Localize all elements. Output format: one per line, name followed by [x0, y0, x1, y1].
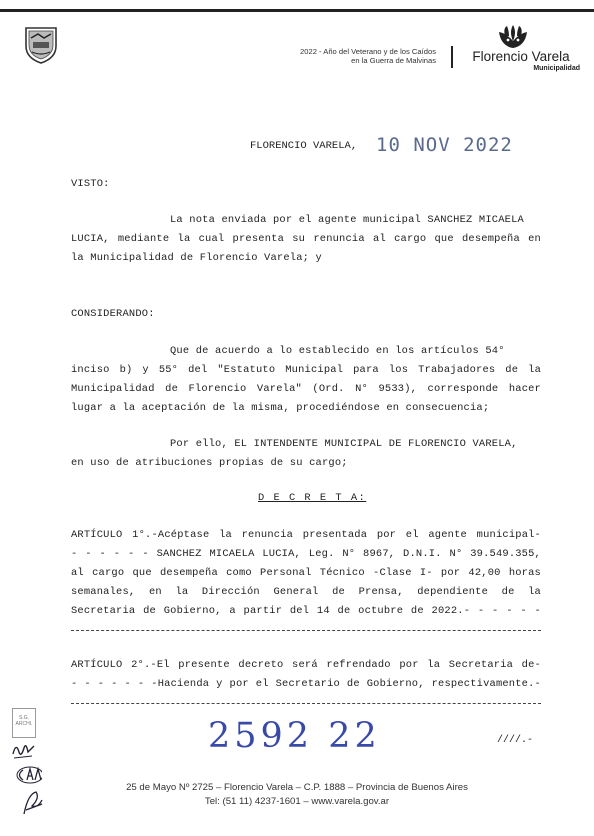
brand-name: Florencio Varela [472, 49, 570, 64]
visto-line-2: LUCIA, mediante la cual presenta su renuncia al cargo que desempeña en [71, 233, 541, 245]
top-rule [0, 9, 594, 12]
articulo2-line-2: - - - - - - -Hacienda y por el Secretario de Gobierno, respectivamente.- [71, 678, 541, 690]
considerando-p2-line-2: en uso de atribuciones propias de su cargo; [71, 457, 348, 469]
brand-subtitle: Municipalidad [533, 65, 580, 72]
considerando-p2-line-1: Por ello, EL INTENDENTE MUNICIPAL DE FLORENCIO VARELA, [170, 438, 518, 450]
archive-stamp [12, 708, 36, 738]
year-motto-line1: 2022 - Año del Veterano y de los Caídos [300, 47, 436, 56]
articulo1-line-1: ARTÍCULO 1°.-Acéptase la renuncia presentada por el agente municipal- [71, 529, 541, 541]
articulo1-line-5: Secretaria de Gobierno, a partir del 14 de octubre de 2022.- - - - - - [71, 605, 541, 617]
date-stamp: 10 NOV 2022 [376, 134, 513, 156]
articulo1-line-3: al cargo que desempeña como Personal Técnico -Clase I- por 42,00 horas [71, 567, 541, 579]
visto-heading: VISTO: [71, 178, 110, 190]
header-divider [451, 46, 453, 68]
year-motto [200, 47, 436, 65]
footer-address: 25 de Mayo Nº 2725 – Florencio Varela – C.P. 1888 – Provincia de Buenos Aires [126, 782, 468, 793]
dash-filler-2 [71, 703, 541, 704]
municipal-crest-icon [24, 26, 58, 64]
visto-line-3: la Municipalidad de Florencio Varela; y [71, 252, 322, 264]
articulo2-line-1: ARTÍCULO 2°.-El presente decreto será refrendado por la Secretaria de- [71, 659, 541, 671]
visto-line-1: La nota enviada por el agente municipal SANCHEZ MICAELA [170, 214, 524, 226]
dash-filler-1 [71, 630, 541, 631]
year-motto-line2: en la Guerra de Malvinas [351, 56, 436, 65]
date-place: FLORENCIO VARELA, [250, 140, 358, 152]
considerando-p1-line-4: lugar a la aceptación de la misma, procediéndose en consecuencia; [71, 402, 490, 414]
decree-number-stamp: 2592 22 [208, 716, 381, 756]
archive-stamp-text: S.G. ARCHI. [15, 715, 33, 727]
considerando-p1-line-2: inciso b) y 55° del "Estatuto Municipal para los Trabajadores de la [71, 364, 541, 376]
handwritten-initial-1 [10, 740, 38, 762]
considerando-p1-line-3: Municipalidad de Florencio Varela" (Ord. N° 9533), corresponde hacer [71, 383, 541, 395]
footer-contact: Tel: (51 11) 4237-1601 – www.varela.gov.ar [204, 796, 390, 807]
articulo1-line-4: semanales, en la Dirección General de Prensa, dependiente de la [71, 586, 541, 598]
florencio-varela-logo-icon [496, 24, 530, 49]
considerando-heading: CONSIDERANDO: [71, 308, 155, 320]
articulo1-line-2: - - - - - - SANCHEZ MICAELA LUCIA, Leg. N° 8967, D.N.I. N° 39.549.355, [71, 548, 541, 560]
decreta-heading: D E C R E T A: [258, 492, 367, 504]
considerando-p1-line-1: Que de acuerdo a lo establecido en los artículos 54° [170, 345, 505, 357]
page-continuation-mark: ////.- [497, 735, 534, 746]
